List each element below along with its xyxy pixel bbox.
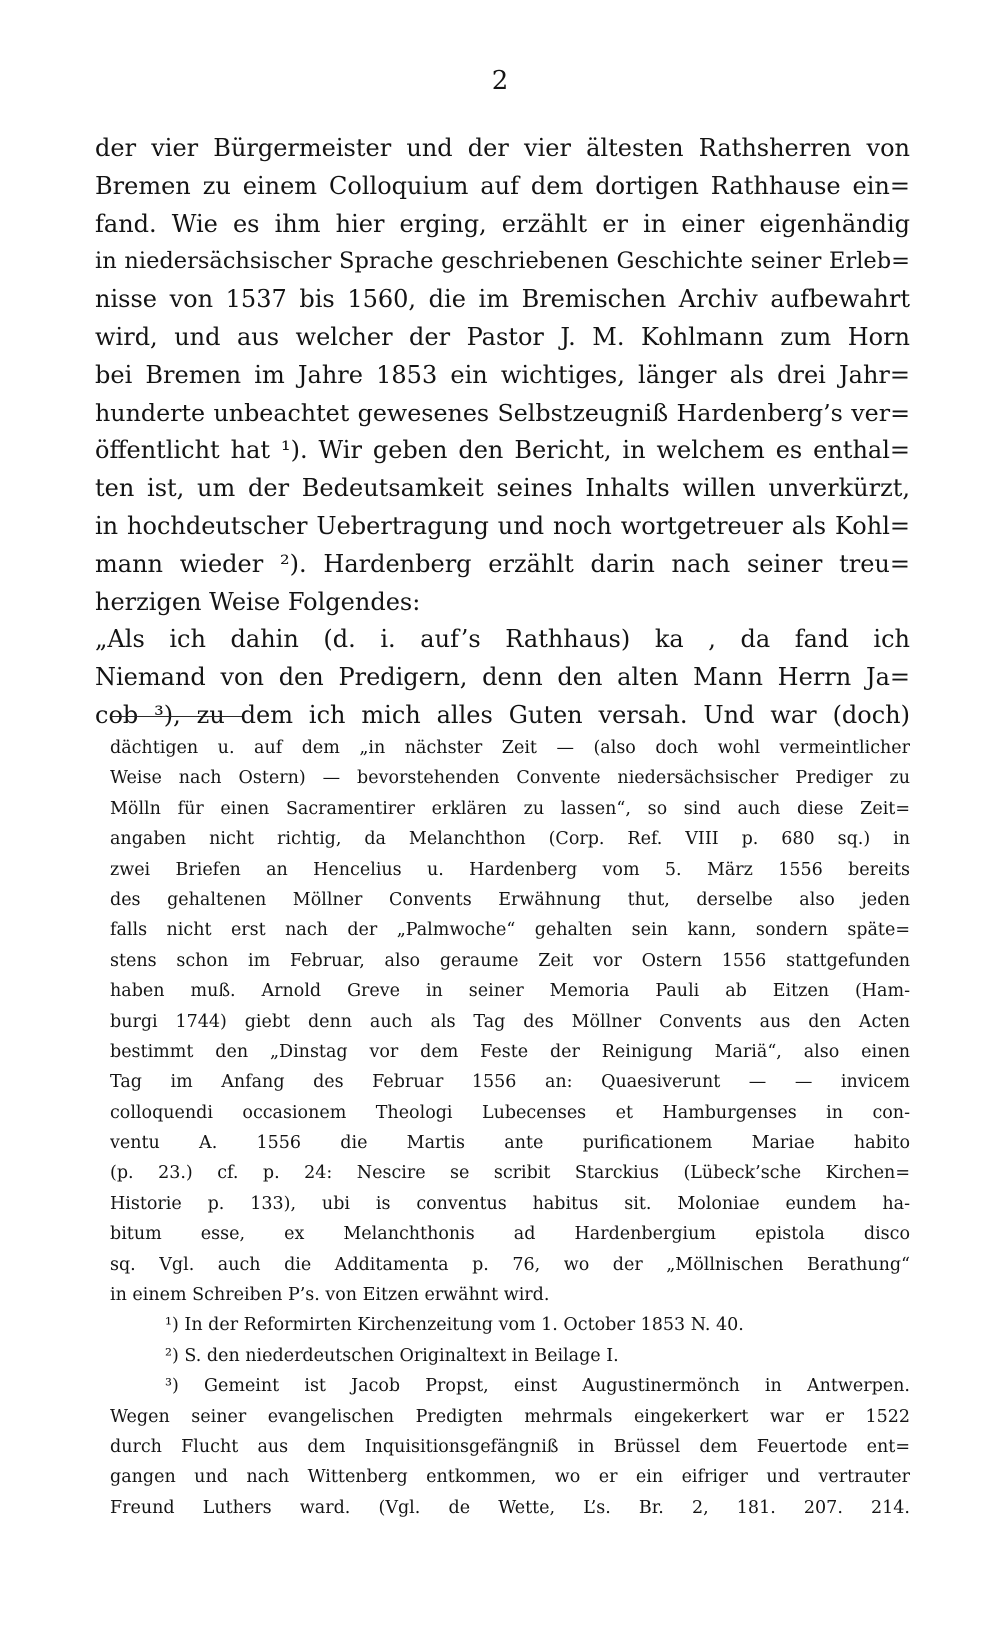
footnote-line: Mölln für einen Sacramentirer erklären zu lassen“, so sind auch diese Zeit= (110, 798, 910, 819)
text-line: öffentlicht hat ¹). Wir geben den Bericht, in welchem es enthal= (95, 436, 910, 465)
text-line: hunderte unbeachtet gewesenes Selbstzeugniß Hardenberg’s ver= (95, 398, 910, 427)
footnote-line: ventu A. 1556 die Martis ante purificationem Mariae habito (110, 1133, 910, 1154)
footnotes (110, 733, 910, 1523)
footnote-line: zwei Briefen an Hencelius u. Hardenberg vom 5. März 1556 bereits (110, 859, 910, 880)
footnote-line: burgi 1744) giebt denn auch als Tag des Möllner Convents aus den Acten (110, 1011, 910, 1032)
text-line: herzigen Weise Folgendes: (95, 587, 421, 616)
footnote-3-line: Freund Luthers ward. (Vgl. de Wette, L’s. Br. 2, 181. 207. 214. (110, 1497, 910, 1518)
footnote-line: (p. 23.) cf. p. 24: Nescire se scribit Starckius (Lübeck’sche Kirchen= (110, 1163, 910, 1184)
text-line: Niemand von den Predigern, denn den alten Mann Herrn Ja= (95, 663, 910, 692)
footnote-line: falls nicht erst nach der „Palmwoche“ gehalten sein kann, sondern späte= (110, 920, 910, 941)
page-number: 2 (491, 66, 509, 96)
footnote-1: ¹) In der Reformirten Kirchenzeitung vom 1. October 1853 N. 40. (165, 1315, 744, 1336)
footnote-line: sq. Vgl. auch die Additamenta p. 76, wo der „Möllnischen Berathung“ (110, 1254, 910, 1275)
text-line: in niedersächsischer Sprache geschriebenen Geschichte seiner Erleb= (95, 248, 910, 275)
main-text (95, 130, 910, 735)
footnote-line: dächtigen u. auf dem „in nächster Zeit — (also doch wohl vermeintlicher (110, 738, 910, 758)
footnote-line: angaben nicht richtig, da Melanchthon (Corp. Ref. VIII p. 680 sq.) in (110, 829, 910, 850)
text-line: „Als ich dahin (d. i. auf’s Rathhaus) ka , da fand ich (95, 625, 910, 654)
footnote-line: in einem Schreiben P’s. von Eitzen erwähnt wird. (110, 1285, 550, 1306)
footnote-line: stens schon im Februar, also geraume Zeit vor Ostern 1556 stattgefunden (110, 950, 910, 971)
text-line: nisse von 1537 bis 1560, die im Bremischen Archiv aufbewahrt (95, 285, 910, 314)
text-line: in hochdeutscher Uebertragung und noch wortgetreuer als Kohl= (95, 511, 910, 540)
footnote-3-line: gangen und nach Wittenberg entkommen, wo er ein eifriger und vertrauter (110, 1467, 910, 1488)
footnote-2: ²) S. den niederdeutschen Originaltext in Beilage I. (165, 1345, 619, 1366)
footnote-3: ³) Gemeint ist Jacob Propst, einst Augustinermönch in Antwerpen. (165, 1376, 910, 1397)
footnote-line: Weise nach Ostern) — bevorstehenden Convente niedersächsischer Prediger zu (110, 768, 910, 789)
text-line: cob ³), zu dem ich mich alles Guten versah. Und war (doch) (95, 700, 910, 729)
footnote-line: Historie p. 133), ubi is conventus habitus sit. Moloniae eundem ha- (110, 1193, 910, 1214)
footnote-line: Tag im Anfang des Februar 1556 an: Quaesiverunt — — invicem (110, 1072, 910, 1093)
footnote-line: haben muß. Arnold Greve in seiner Memoria Pauli ab Eitzen (Ham- (110, 981, 910, 1002)
text-line: wird, und aus welcher der Pastor J. M. Kohlmann zum Horn (95, 322, 910, 351)
text-line: der vier Bürgermeister und der vier ältesten Rathsherren von (95, 134, 910, 162)
text-line: fand. Wie es ihm hier erging, erzählt er in einer eigenhändig (95, 209, 910, 238)
footnote-separator (110, 716, 242, 717)
text-line: Bremen zu einem Colloquium auf dem dortigen Rathhause ein= (95, 171, 910, 200)
text-line: bei Bremen im Jahre 1853 ein wichtiges, länger als drei Jahr= (95, 360, 910, 389)
footnote-line: colloquendi occasionem Theologi Lubecenses et Hamburgenses in con- (110, 1102, 910, 1123)
text-line: ten ist, um der Bedeutsamkeit seines Inhalts willen unverkürzt, (95, 474, 910, 503)
footnote-line: bitum esse, ex Melanchthonis ad Hardenbergium epistola disco (110, 1224, 910, 1245)
footnote-line: des gehaltenen Möllner Convents Erwähnung thut, derselbe also jeden (110, 889, 910, 910)
footnote-3-line: durch Flucht aus dem Inquisitionsgefängniß in Brüssel dem Feuertode ent= (110, 1436, 910, 1457)
text-line: mann wieder ²). Hardenberg erzählt darin nach seiner treu= (95, 549, 910, 578)
footnote-3-line: Wegen seiner evangelischen Predigten mehrmals eingekerkert war er 1522 (110, 1406, 910, 1427)
footnote-line: bestimmt den „Dinstag vor dem Feste der Reinigung Mariä“, also einen (110, 1041, 910, 1062)
